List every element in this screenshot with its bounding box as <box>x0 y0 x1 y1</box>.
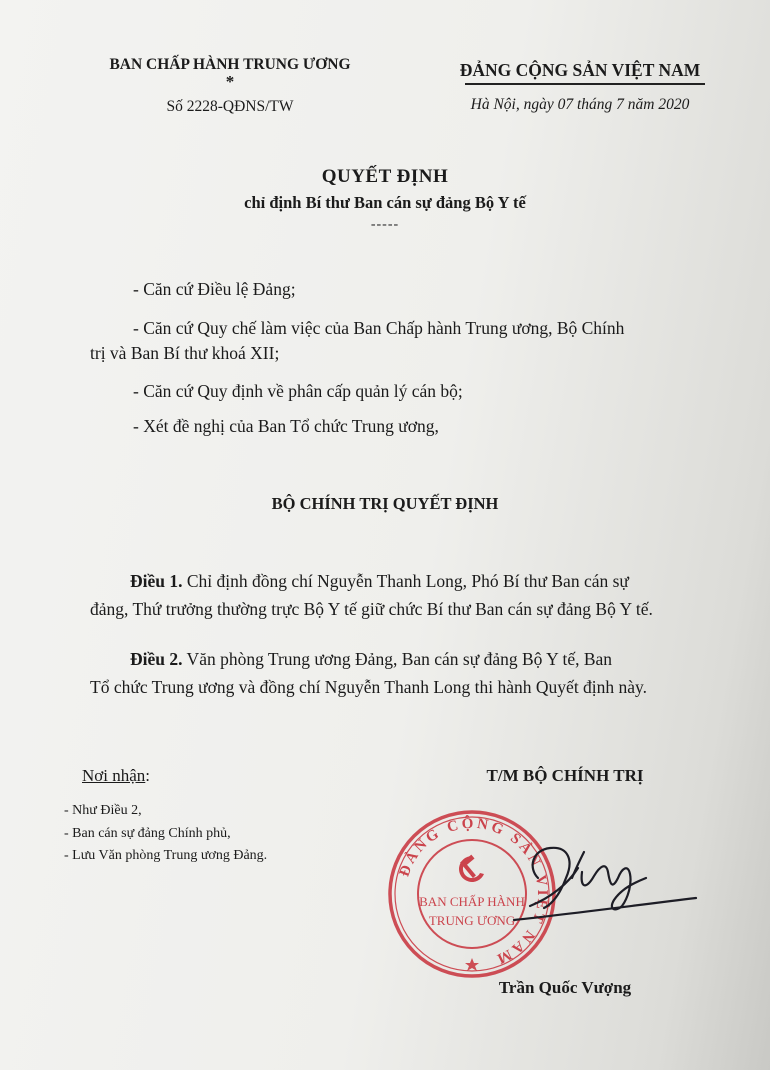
basis-line: - Căn cứ Điều lệ Đảng; <box>133 279 296 299</box>
party-name: ĐẢNG CỘNG SẢN VIỆT NAM <box>459 60 701 80</box>
signature-title: T/M BỘ CHÍNH TRỊ <box>486 766 644 785</box>
recipients-heading <box>82 766 150 786</box>
seal-ring-text: ĐẢNG CỘNG SẢN VIỆT NAM <box>396 815 551 968</box>
article-2-text: Văn phòng Trung ương Đảng, Ban cán sự đảng Bộ Y tế, Ban <box>182 649 613 669</box>
article-1-line-1 <box>130 571 629 592</box>
handwritten-signature <box>510 838 700 930</box>
seal-center-line-2: TRUNG ƯƠNG <box>428 913 516 928</box>
article-2-line-1 <box>130 649 612 670</box>
hammer-sickle-icon <box>459 855 484 882</box>
article-1-text: Chỉ định đồng chí Nguyễn Thanh Long, Phó Bí thư Ban cán sự <box>182 571 629 591</box>
recipients-colon: : <box>145 766 151 785</box>
article-2-line-2: Tổ chức Trung ương và đồng chí Nguyễn Thanh Long thi hành Quyết định này. <box>90 677 648 697</box>
basis-line: - Căn cứ Quy định về phân cấp quản lý cán bộ; <box>133 381 463 401</box>
seal-stars <box>465 958 479 971</box>
recipients-title: Nơi nhận <box>82 766 146 785</box>
document-number: Số 2228-QĐNS/TW <box>166 98 294 115</box>
basis-line: - Căn cứ Quy chế làm việc của Ban Chấp hành Trung ương, Bộ Chính <box>133 318 625 338</box>
seal-center-line-1: BAN CHẤP HÀNH <box>419 894 525 909</box>
signer-name: Trần Quốc Vượng <box>498 978 632 997</box>
place-date: Hà Nội, ngày 07 tháng 7 năm 2020 <box>470 96 690 113</box>
party-underline <box>465 83 705 85</box>
title-separator: ----- <box>370 217 400 232</box>
article-1-label: Điều 1. <box>130 571 183 591</box>
basis-line: - Xét đề nghị của Ban Tổ chức Trung ương, <box>133 416 439 436</box>
document-title: QUYẾT ĐỊNH <box>321 166 449 187</box>
issuer-star: * <box>225 72 235 91</box>
recipient-item: - Ban cán sự đảng Chính phủ, <box>64 826 231 841</box>
recipient-item: - Như Điều 2, <box>64 803 142 818</box>
recipient-item: - Lưu Văn phòng Trung ương Đảng. <box>64 848 268 863</box>
basis-line: trị và Ban Bí thư khoá XII; <box>90 343 280 363</box>
document-subtitle: chỉ định Bí thư Ban cán sự đảng Bộ Y tế <box>244 193 526 212</box>
decider-heading: BỘ CHÍNH TRỊ QUYẾT ĐỊNH <box>271 494 499 513</box>
article-1-line-2: đảng, Thứ trưởng thường trực Bộ Y tế giữ chức Bí thư Ban cán sự đảng Bộ Y tế. <box>90 599 653 619</box>
issuer-name: BAN CHẤP HÀNH TRUNG ƯƠNG <box>109 56 351 73</box>
article-2-label: Điều 2. <box>130 649 183 669</box>
